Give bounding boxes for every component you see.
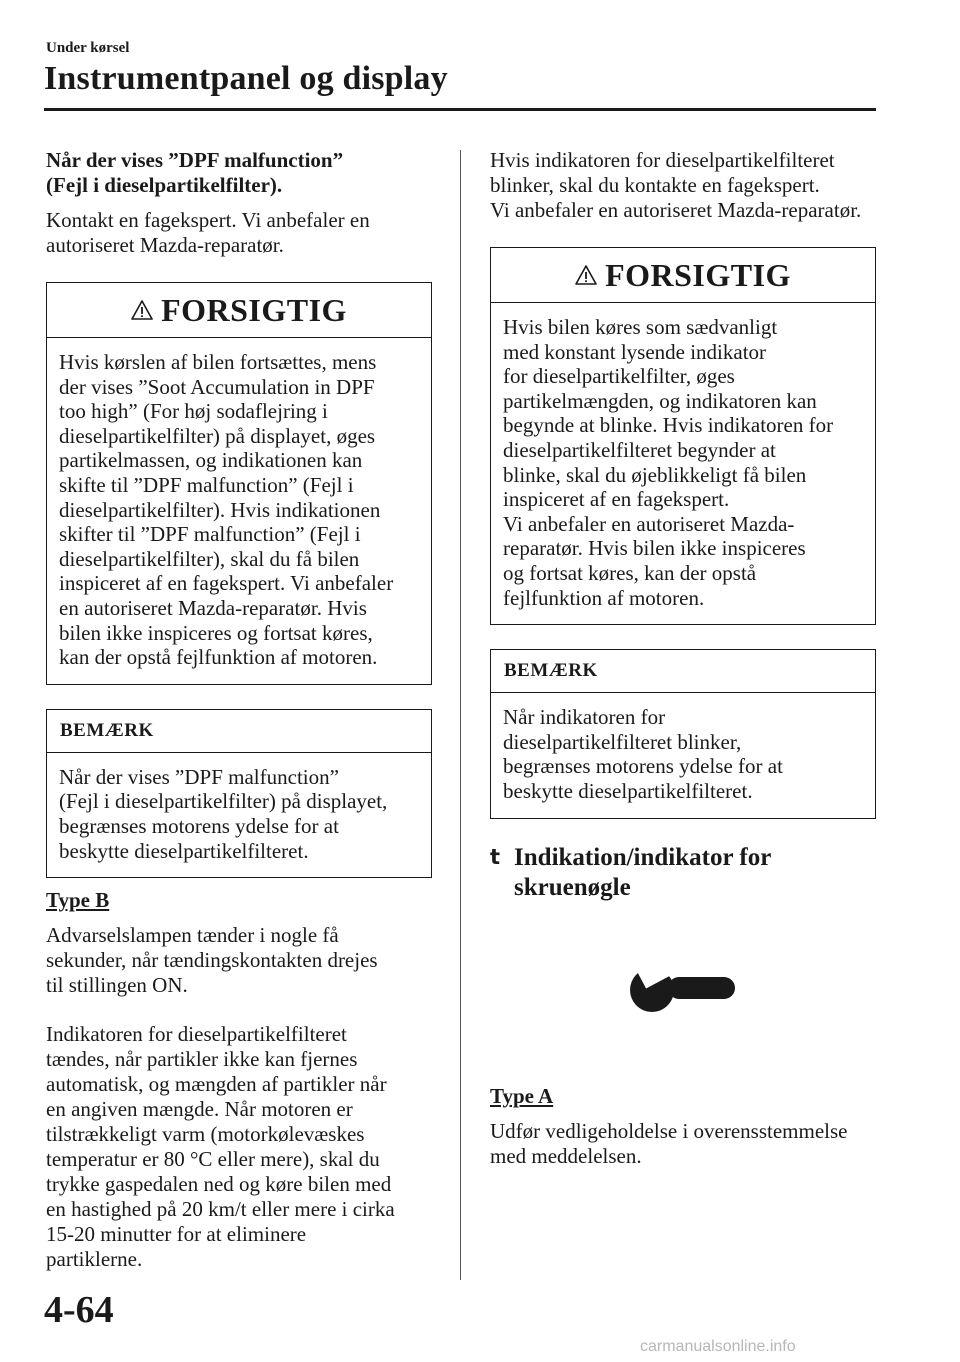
note-header <box>491 650 875 693</box>
caution-box <box>46 282 432 685</box>
caution-line: dieselpartikelfilter) på displayet, øges <box>59 423 376 448</box>
blink-paragraph-line: Hvis indikatoren for dieselpartikelfilteret <box>490 148 835 172</box>
section-heading-line: skruenøgle <box>514 873 631 901</box>
caution-line: en autoriseret Mazda-reparatør. Hvis <box>59 595 367 620</box>
contact-paragraph-line: Kontakt en fagekspert. Vi anbefaler en <box>46 208 370 232</box>
indicator-paragraph-line: 15-20 minutter for at eliminere <box>46 1222 307 1247</box>
dpf-malfunction-heading: Når der vises ”DPF malfunction” <box>46 148 344 172</box>
caution-line: kan der opstå fejlfunktion af motoren. <box>59 645 378 670</box>
indicator-paragraph-line: partiklerne. <box>46 1247 143 1272</box>
type-b-paragraph-line: til stillingen ON. <box>46 973 188 998</box>
caution-line: dieselpartikelfilteret begynder at <box>503 437 776 462</box>
caution-line: dieselpartikelfilter). Hvis indikationen <box>59 497 381 522</box>
note-line: (Fejl i dieselpartikelfilter) på displayet, <box>59 789 388 814</box>
indicator-paragraph-line: tændes, når partikler ikke kan fjernes <box>46 1047 358 1072</box>
caution-box <box>490 247 876 625</box>
caution-body <box>491 303 875 624</box>
note-title: BEMÆRK <box>504 660 598 682</box>
section-heading-line: Indikation/indikator for <box>514 843 772 871</box>
note-box <box>490 649 876 818</box>
type-a-block <box>490 1084 876 1169</box>
note-body <box>491 693 875 817</box>
caution-body <box>47 338 431 684</box>
caution-line: bilen ikke inspiceres og fortsat køres, <box>59 620 373 645</box>
indicator-paragraph-line: automatisk, og mængden af partikler når <box>46 1072 387 1097</box>
indicator-paragraph-line: en hastighed på 20 km/t eller mere i cirka <box>46 1197 395 1222</box>
note-line: Når der vises ”DPF malfunction” <box>59 764 339 789</box>
indicator-paragraph-line: tilstrækkeligt varm (motorkølevæskes <box>46 1122 365 1147</box>
type-a-paragraph-line: Udfør vedligeholdelse i overensstemmelse <box>490 1119 848 1143</box>
note-title: BEMÆRK <box>60 719 154 741</box>
caution-line: Vi anbefaler en autoriseret Mazda- <box>503 511 795 536</box>
caution-line: der vises ”Soot Accumulation in DPF <box>59 374 375 399</box>
caution-line: Hvis kørslen af bilen fortsættes, mens <box>59 350 377 374</box>
blink-paragraph-line: blinker, skal du kontakte en fagekspert. <box>490 173 820 197</box>
warning-triangle-icon <box>131 299 153 321</box>
caution-line: too high” (For høj sodaflejring i <box>59 399 328 424</box>
right-column <box>490 148 876 903</box>
caution-line: og fortsat køres, kan der opstå <box>503 560 757 585</box>
note-line: beskytte dieselpartikelfilteret. <box>503 778 753 803</box>
type-a-paragraph-line: med meddelelsen. <box>490 1144 642 1168</box>
indicator-paragraph-line: temperatur er 80 °C eller mere), skal du <box>46 1147 380 1172</box>
blink-paragraph-line: Vi anbefaler en autoriseret Mazda-reparatør. <box>490 198 862 222</box>
left-column <box>46 148 432 1272</box>
caution-line: inspiceret af en fagekspert. Vi anbefaler <box>59 571 394 596</box>
note-line: dieselpartikelfilteret blinker, <box>503 729 742 754</box>
title-rule <box>44 108 876 111</box>
caution-line: fejlfunktion af motoren. <box>503 585 705 610</box>
type-b-paragraph-line: sekunder, når tændingskontakten drejes <box>46 948 378 973</box>
note-line: begrænses motorens ydelse for at <box>503 754 783 779</box>
wrench-section-heading <box>490 843 876 903</box>
dpf-malfunction-subheading: (Fejl i dieselpartikelfilter). <box>46 173 283 197</box>
caution-title: FORSIGTIG <box>161 291 347 328</box>
caution-header <box>47 283 431 338</box>
section-bullet: t <box>490 844 501 869</box>
indicator-paragraph-line: en angiven mængde. Når motoren er <box>46 1097 353 1122</box>
note-line: begrænses motorens ydelse for at <box>59 813 339 838</box>
caution-line: dieselpartikelfilter), skal du få bilen <box>59 546 360 571</box>
caution-line: inspiceret af en fagekspert. <box>503 487 730 512</box>
contact-paragraph-line: autoriseret Mazda-reparatør. <box>46 233 284 257</box>
caution-line: blinke, skal du øjeblikkeligt få bilen <box>503 462 807 487</box>
caution-line: partikelmængden, og indikatoren kan <box>503 388 817 413</box>
caution-line: med konstant lysende indikator <box>503 339 767 364</box>
caution-line: for dieselpartikelfilter, øges <box>503 364 735 389</box>
chapter-title: Instrumentpanel og display <box>44 60 448 97</box>
note-line: Når indikatoren for <box>503 705 666 730</box>
section-label: Under kørsel <box>46 40 130 56</box>
caution-header <box>491 248 875 303</box>
indicator-paragraph-line: trykke gaspedalen ned og køre bilen med <box>46 1172 392 1197</box>
page-number: 4-64 <box>44 1289 114 1331</box>
wrench-icon <box>630 962 738 1016</box>
indicator-paragraph-line: Indikatoren for dieselpartikelfilteret <box>46 1022 347 1047</box>
caution-line: begynde at blinke. Hvis indikatoren for <box>503 413 834 438</box>
caution-line: reparatør. Hvis bilen ikke inspiceres <box>503 536 806 561</box>
note-line: beskytte dieselpartikelfilteret. <box>59 838 309 863</box>
note-header <box>47 710 431 753</box>
caution-title: FORSIGTIG <box>605 256 791 293</box>
type-b-label: Type B <box>46 888 110 913</box>
caution-line: Hvis bilen køres som sædvanligt <box>503 315 778 339</box>
warning-triangle-icon <box>575 264 597 286</box>
caution-line: skifter til ”DPF malfunction” (Fejl i <box>59 522 361 547</box>
note-box <box>46 709 432 878</box>
caution-line: skifte til ”DPF malfunction” (Fejl i <box>59 472 354 497</box>
watermark: carmanualsonline.info <box>640 1338 796 1355</box>
note-body <box>47 753 431 877</box>
caution-line: partikelmassen, og indikationen kan <box>59 448 363 473</box>
column-divider <box>460 150 461 1280</box>
type-a-label: Type A <box>490 1084 554 1108</box>
type-b-paragraph-line: Advarselslampen tænder i nogle få <box>46 923 339 948</box>
